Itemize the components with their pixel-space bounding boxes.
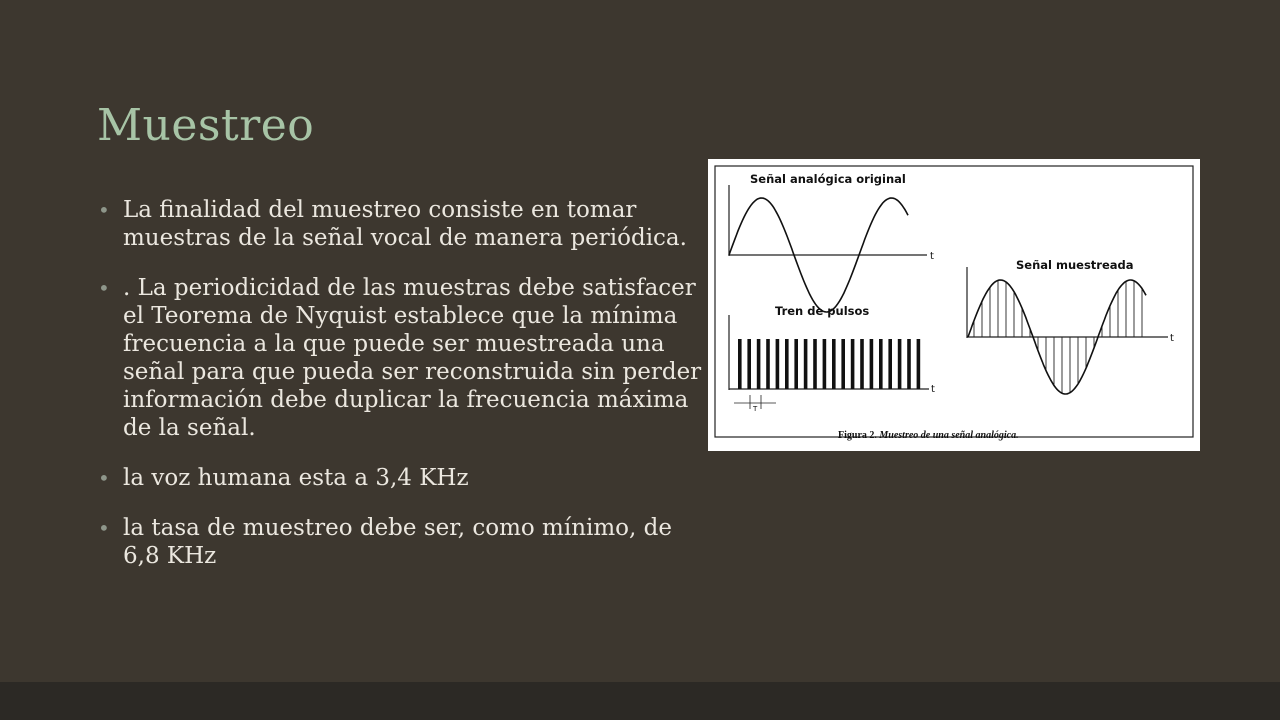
bullet-icon: • [98,516,110,540]
figure-frame [715,166,1193,437]
bullet-text: . La periodicidad de las muestras debe satisfacer el Teorema de Nyquist establece que la mínima frecuencia a la que puede ser muestreada una señal para que pueda ser reconstruida sin perder información debe duplicar la frecuencia máxima de la señal. [123,275,702,441]
bullet-icon: • [98,198,110,222]
pulse-bar [794,339,798,389]
slide-title: Muestreo [97,100,315,151]
pulse-axis-t-label: t [931,384,935,395]
pulse-bar [832,339,836,389]
pulse-bar [841,339,845,389]
pulse-bar [757,339,761,389]
bullet-text: la voz humana esta a 3,4 KHz [123,465,469,491]
pulse-bar [776,339,780,389]
period-label: T [753,405,758,413]
sampled-axis-t-label: t [1170,333,1174,344]
analog-panel-title: Señal analógica original [750,172,906,186]
pulse-bar [823,339,827,389]
analog-axis-t-label: t [930,251,934,262]
bullet-item [97,196,702,252]
bullet-list [97,196,702,592]
bullet-item [97,514,702,570]
pulse-bar [766,339,770,389]
pulse-bar [785,339,789,389]
figure-caption [838,430,1019,441]
bullet-icon: • [98,466,110,490]
pulse-bar [888,339,892,389]
pulse-bar [898,339,902,389]
figure-caption-text: Muestreo de una señal analógica. [876,430,1019,441]
bullet-item [97,464,702,492]
sampled-panel-title: Señal muestreada [1016,258,1134,272]
bullet-text: la tasa de muestreo debe ser, como mínimo, de 6,8 KHz [123,515,672,569]
pulse-bar [738,339,742,389]
pulse-train [738,339,920,389]
pulse-bar [860,339,864,389]
figure-caption-prefix: Figura 2. [838,430,877,441]
pulse-bar [907,339,911,389]
footer-bar [0,682,1280,720]
pulse-bar [870,339,874,389]
pulse-bar [879,339,883,389]
bullet-item [97,274,702,442]
bullet-icon: • [98,276,110,300]
pulse-bar [917,339,921,389]
pulse-bar [747,339,751,389]
pulse-bar [813,339,817,389]
pulse-bar [804,339,808,389]
pulse-panel-title: Tren de pulsos [775,304,870,318]
pulse-bar [851,339,855,389]
bullet-text: La finalidad del muestreo consiste en tomar muestras de la señal vocal de manera periódica. [123,197,687,251]
sampling-figure [708,159,1200,451]
sampling-diagram [708,159,1200,451]
